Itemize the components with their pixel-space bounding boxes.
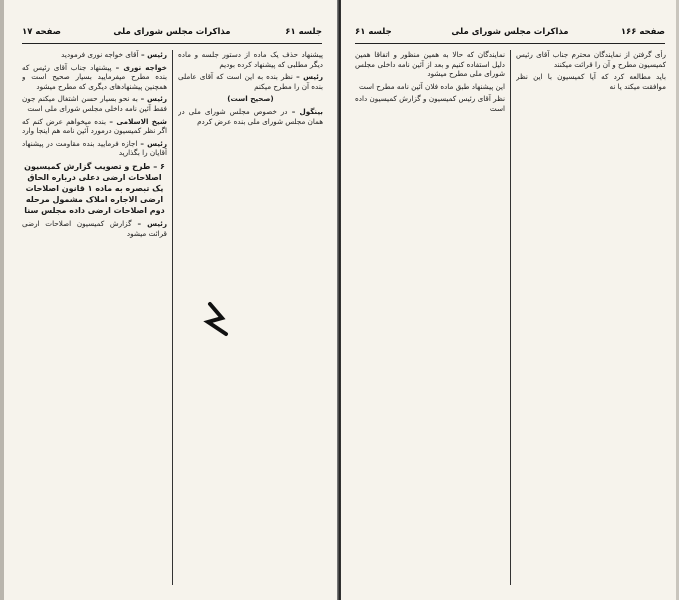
left-page bbox=[0, 0, 339, 600]
paragraph-text: نظر بنده به این است که آقای عاملی بنده آن را مطرح میکنم bbox=[178, 72, 323, 91]
running-title: مذاکرات مجلس شورای ملی bbox=[113, 27, 231, 37]
page-edge bbox=[0, 0, 4, 600]
paragraph bbox=[22, 139, 167, 158]
column-divider bbox=[510, 50, 511, 585]
paragraph bbox=[178, 50, 323, 69]
paragraph bbox=[516, 50, 666, 69]
paragraph-text: (صحیح است) bbox=[227, 94, 274, 104]
paragraph bbox=[355, 82, 505, 92]
paragraph bbox=[22, 50, 167, 60]
paragraph-text: ۶ – طرح و تصویب گزارش کمیسیون اصلاحات ارضی دعلی درباره الحاق یک تبصره به ماده ۱ قانون اصلاحات ارضی الاجاره املاک مشمول مرحله دوم اصلاحات ارضی داده مجلس سنا bbox=[24, 161, 165, 215]
speaker-name: رئیس – bbox=[137, 138, 167, 148]
header-rule bbox=[22, 43, 322, 44]
paragraph bbox=[178, 72, 323, 91]
speaker-name: رئیس – bbox=[137, 94, 167, 104]
paragraph-text: آقای خواجه نوری فرمودید bbox=[61, 50, 139, 59]
ink-mark bbox=[200, 300, 234, 340]
paragraph bbox=[178, 107, 323, 126]
speaker-name: بینگول – bbox=[287, 106, 323, 116]
paragraph bbox=[178, 94, 323, 104]
paragraph-text: پیشنهاد جناب آقای رئیس که بنده مطرح میفرمایید بسیار صحیح است و همچنین پیشنهادهای دیگری که مطرح میشود bbox=[22, 62, 167, 91]
page-number: صفحه ۱۷ bbox=[22, 27, 61, 37]
right-page-header bbox=[355, 24, 665, 40]
left-page-outer-column bbox=[22, 50, 167, 590]
paragraph-text: به نحو بسیار حسن اشتغال میکنم جون فقط آئین نامه داخلی مجلس شورای ملی است bbox=[22, 94, 167, 113]
paragraph bbox=[355, 94, 505, 113]
speaker-name: رئیس – bbox=[292, 72, 323, 82]
paragraph-text: این پیشنهاد طبق ماده فلان آئین نامه مطرح است bbox=[358, 81, 505, 91]
speaker-name: شیخ الاسلامی – bbox=[105, 116, 167, 126]
paragraph-text: بنده میخواهم عرض کنم که اگر نظر کمیسیون درمورد آئین نامه هم اینجا وارد bbox=[22, 116, 167, 136]
right-page-inner-column bbox=[355, 50, 505, 590]
running-title: مذاکرات مجلس شورای ملی bbox=[451, 27, 569, 37]
right-page-outer-column bbox=[516, 50, 666, 590]
paragraph bbox=[516, 72, 666, 91]
speaker-name: خواجه نوری – bbox=[111, 62, 167, 72]
paragraph bbox=[22, 94, 167, 113]
paragraph-text: در خصوص مجلس شورای ملی در همان مجلس شورای ملی بنده عرض کردم bbox=[178, 106, 323, 126]
paragraph-text: گزارش کمیسیون اصلاحات ارضی قرائت میشود bbox=[22, 218, 167, 238]
speaker-name: رئیس – bbox=[131, 218, 167, 228]
paragraph bbox=[22, 63, 167, 92]
page-number: صفحه ۱۶۶ bbox=[620, 27, 665, 37]
section-title bbox=[22, 161, 167, 216]
speaker-name: رئیس – bbox=[138, 50, 167, 59]
paragraph-text: باید مطالعه کرد که آیا کمیسیون با این نظر موافقت میکند یا نه bbox=[516, 72, 666, 91]
paragraph-text: نظر آقای رئیس کمیسیون و گزارش کمیسیون داده است bbox=[355, 94, 505, 113]
paragraph-text: اجازه فرمایید بنده مقاومت در پیشنهاد آقایان را بگذارید bbox=[22, 138, 167, 158]
paragraph-text: نمایندگان که حالا به همین منظور و اتفاقا همین دلیل استفاده کنیم و بعد از آئین نامه داخلی مجلس شورای ملی مطرح میشود bbox=[355, 50, 505, 79]
right-page bbox=[341, 0, 679, 600]
session-number: جلسه ۶۱ bbox=[355, 27, 392, 37]
paragraph bbox=[22, 219, 167, 238]
paragraph-text: رأی گرفتن از نمایندگان محترم جناب آقای رئیس کمیسیون مطرح و آن را قرائت میکنند bbox=[516, 50, 666, 69]
header-rule bbox=[355, 43, 665, 44]
left-page-header bbox=[22, 24, 322, 40]
column-divider bbox=[172, 50, 173, 585]
paragraph bbox=[22, 117, 167, 136]
paragraph bbox=[355, 50, 505, 79]
session-number: جلسه ۶۱ bbox=[285, 27, 322, 37]
paragraph-text: پیشنهاد حذف یک ماده از دستور جلسه و ماده دیگر مطلبی که پیشنهاد کرده بودیم bbox=[178, 50, 323, 69]
